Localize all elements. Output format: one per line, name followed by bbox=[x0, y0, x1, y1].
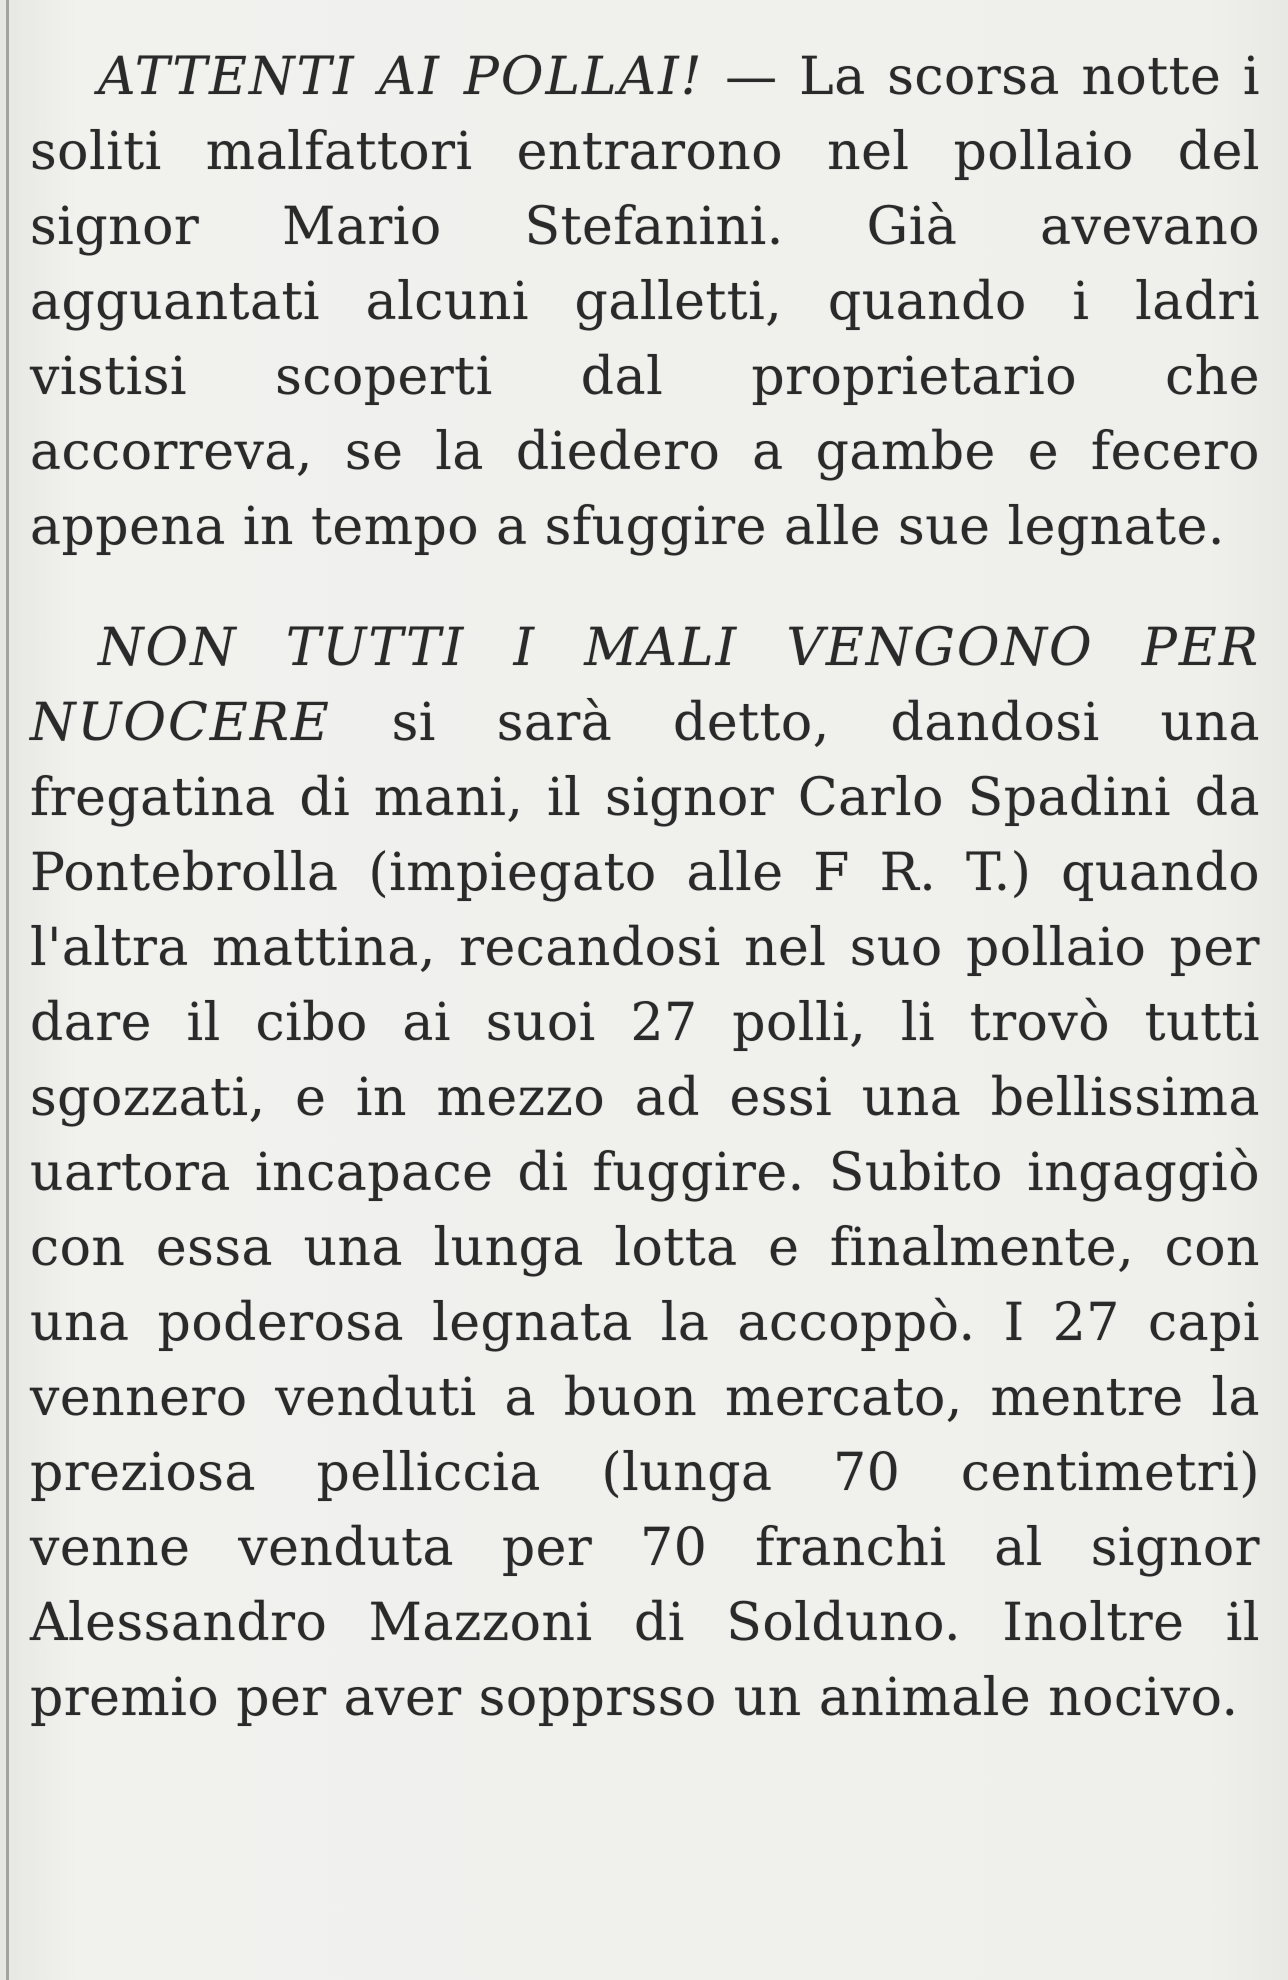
article-pollai bbox=[30, 40, 1260, 565]
article-headline: ATTENTI AI POLLAI! bbox=[98, 47, 704, 107]
column-rule bbox=[6, 0, 9, 1980]
article-mali bbox=[30, 611, 1260, 1736]
article-headline: NON TUTTI I MALI VENGONO PER NUOCERE bbox=[30, 618, 1260, 753]
text-column bbox=[30, 40, 1260, 1736]
article-body: si sarà detto, dandosi una fregatina di mani, il signor Carlo Spadini da Pontebrolla (impiegato alle F R. T.) quando l'altra mattina, recandosi nel suo pollaio per dare il cibo ai suoi 27 polli, li trovò tutti sgozzati, e in mezzo ad essi una bellissima uartora incapace di fuggire. Subito ingaggiò con essa una lunga lotta e finalmente, con una poderosa legnata la accoppò. I 27 capi vennero venduti a buon mercato, mentre la preziosa pelliccia (lunga 70 centimetri) venne venduta per 70 franchi al signor Alessandro Mazzoni di Solduno. Inoltre il premio per aver sopprsso un animale nocivo. bbox=[30, 693, 1260, 1728]
article-body: — La scorsa notte i soliti malfattori entrarono nel pollaio del signor Mario Stefanini. Già avevano agguantati alcuni galletti, quando i ladri vistisi scoperti dal proprietario che accorreva, se la diedero a gambe e fecero appena in tempo a sfuggire alle sue legnate. bbox=[30, 47, 1260, 557]
